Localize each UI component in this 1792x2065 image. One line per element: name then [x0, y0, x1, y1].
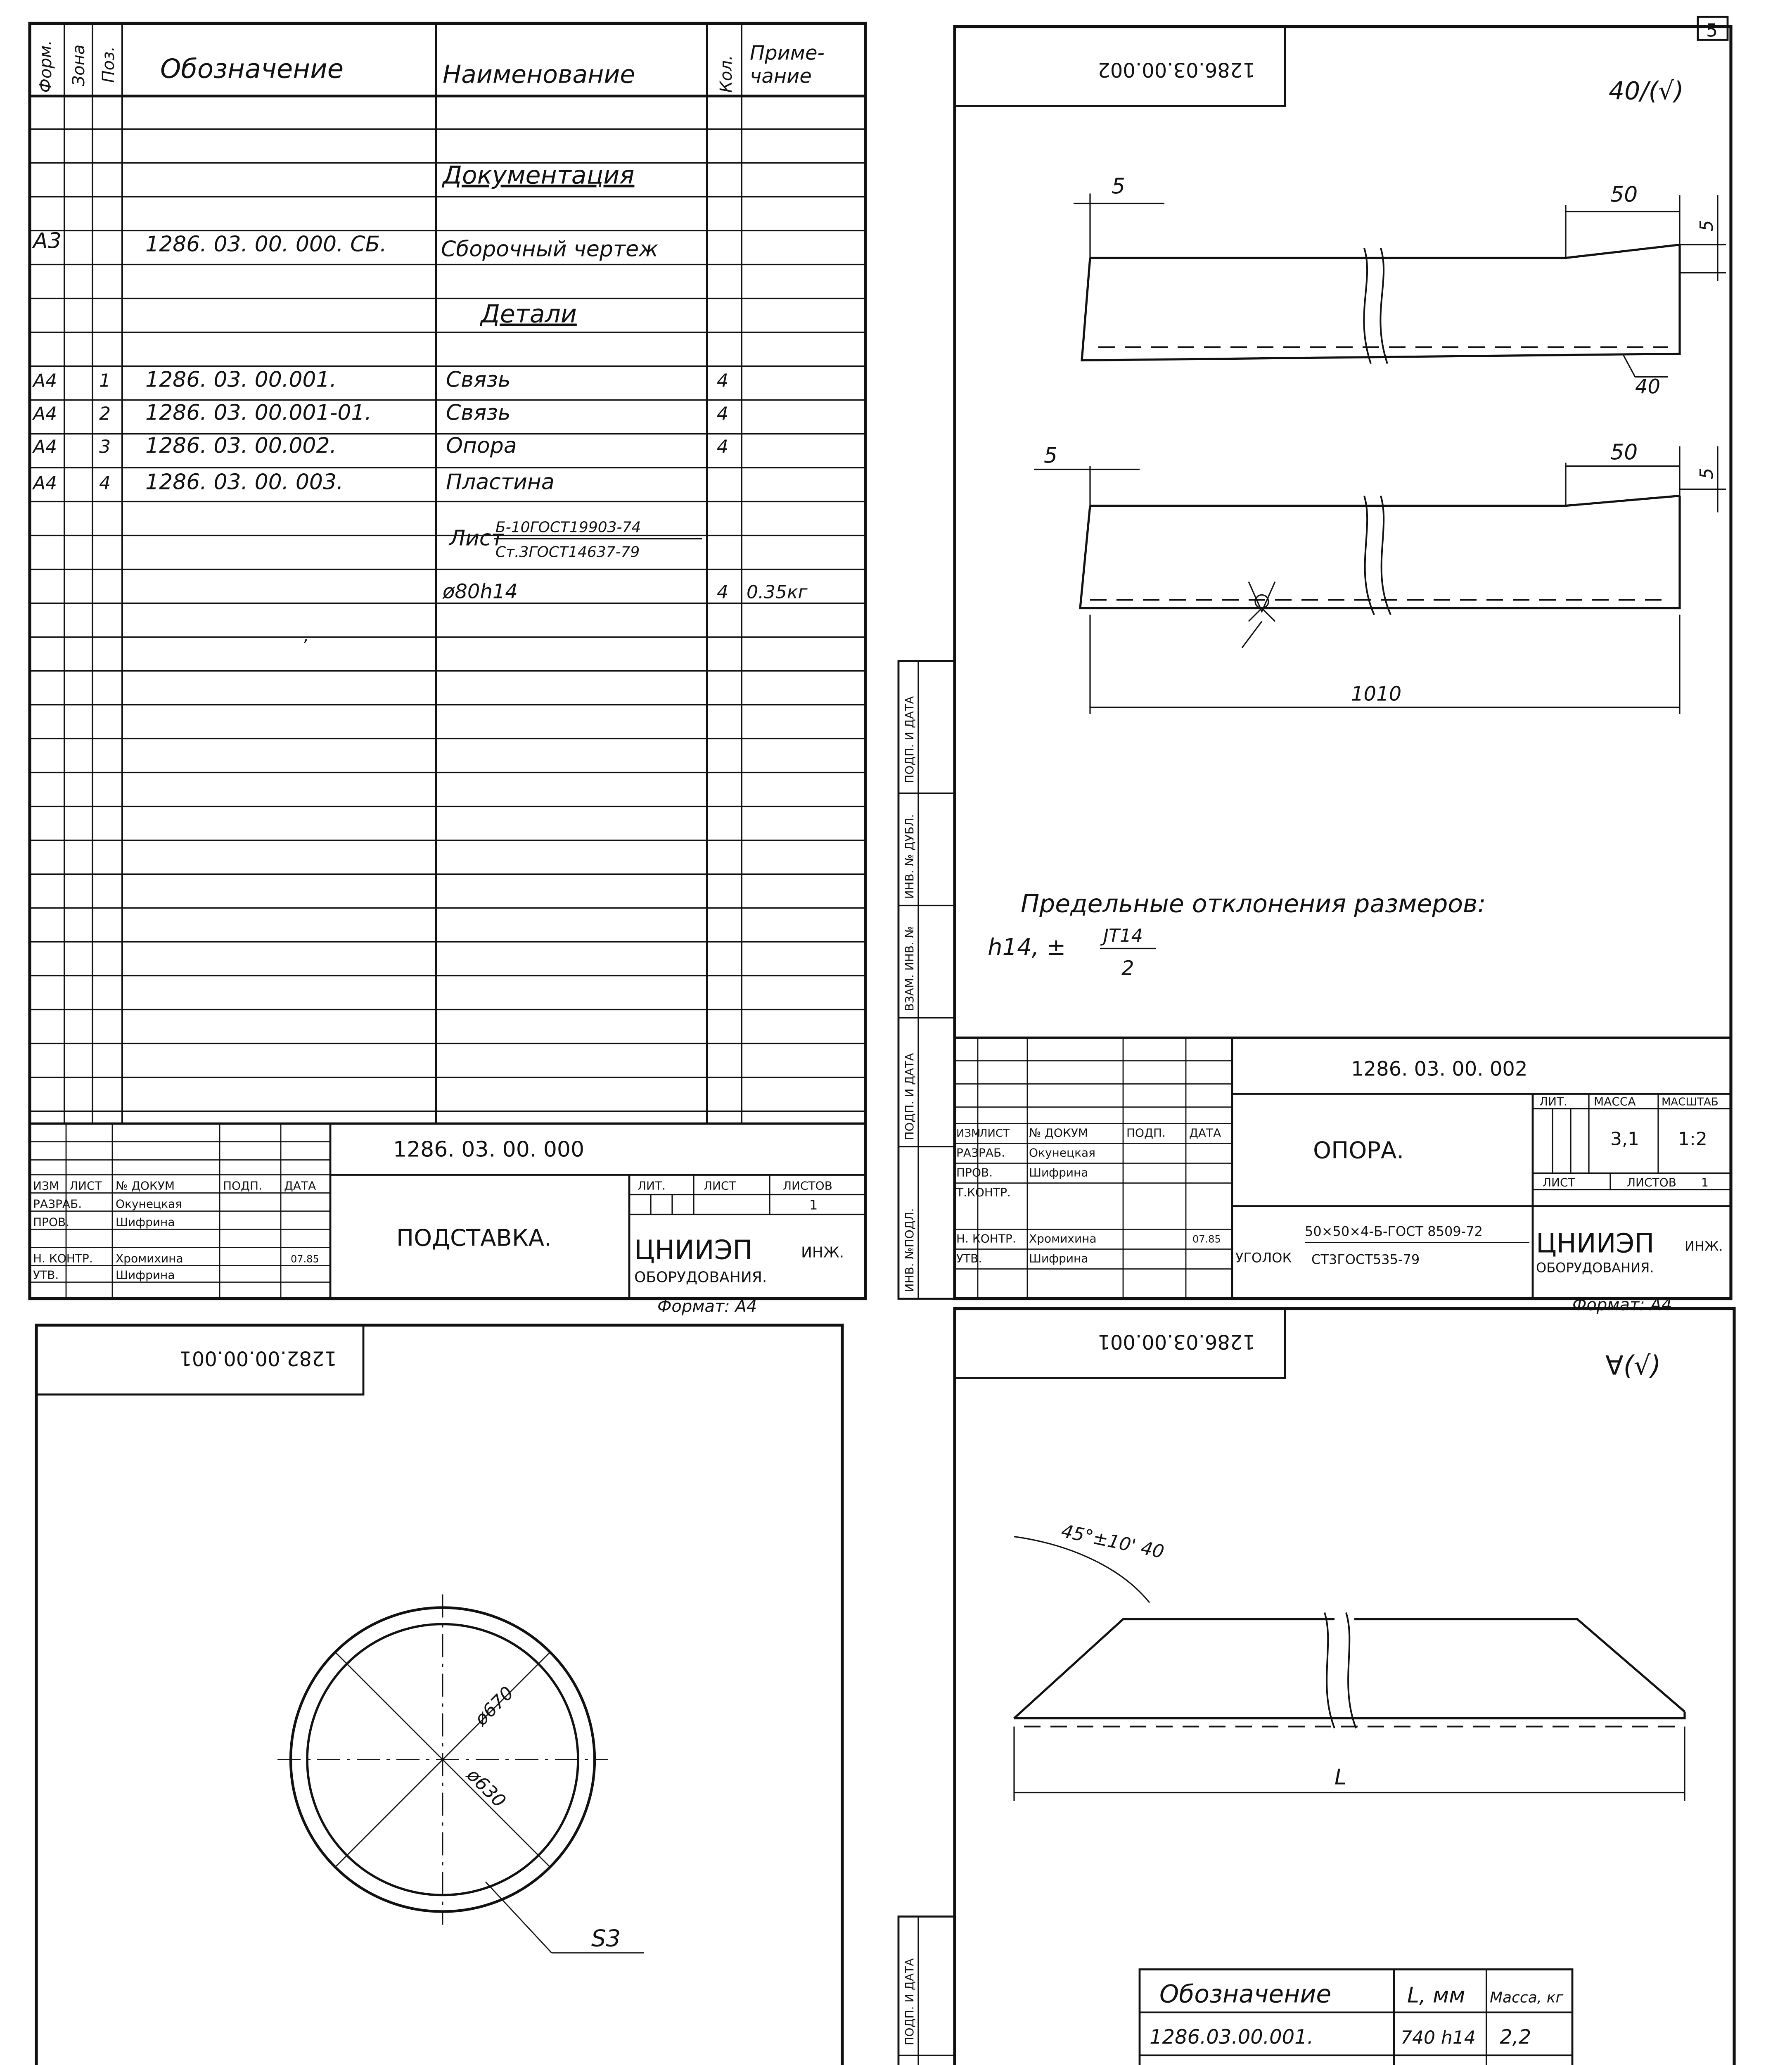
spec-row-3-qty: 4: [717, 436, 728, 458]
tb2-org1: ЦНИИЭП: [1536, 1228, 1655, 1259]
spec-row-4-designation: 1286. 03. 00. 003.: [145, 470, 344, 495]
sheet-1-code: 1286. 03. 00. 000: [393, 1137, 585, 1162]
sheet-3-rot-code: 1282.00.00.001: [179, 1346, 337, 1370]
spec-row-1-format: А4: [33, 370, 57, 392]
tb2-list2: ЛИСТ: [1543, 1175, 1575, 1189]
s2-stamp-inv: ИНВ. №ПОДЛ.: [903, 1208, 916, 1292]
tb2-nkontr: Н. КОНТР.: [956, 1232, 1016, 1246]
s2-stamp-vzam: ВЗАМ. ИНВ. №: [903, 926, 916, 1011]
sheet-2-dim-5b: 5: [1696, 220, 1717, 232]
tb2-ndokum: № ДОКУМ: [1029, 1126, 1088, 1140]
sheet-2-dim-50a: 50: [1610, 182, 1638, 207]
tb1-list2: ЛИСТ: [704, 1179, 736, 1193]
tb1-podp: ПОДП.: [223, 1179, 262, 1193]
tb2-masshtab: МАСШТАБ: [1662, 1096, 1719, 1108]
sheet-2-dim-5a: 5: [1112, 174, 1126, 199]
sheet-4-row1-designation: 1286.03.00.001.: [1150, 2025, 1313, 2049]
tb1-prov-name: Шифрина: [116, 1215, 175, 1229]
tb2-listov: ЛИСТОВ: [1627, 1175, 1676, 1189]
sheet-2-rot-code: 1286.03.00.002: [1097, 58, 1255, 81]
sheet-4-rot-code: 1286.03.00.001: [1097, 1330, 1255, 1353]
tb1-date: 07.85: [291, 1253, 319, 1265]
sheet-4-row1-mass: 2,2: [1500, 2025, 1531, 2049]
sheet-2-material-prefix: УГОЛОК: [1235, 1250, 1292, 1266]
spec-row-3-pos: 3: [99, 436, 111, 458]
sheet-2-listov-value: 1: [1701, 1175, 1709, 1189]
tb1-org1b: ИНЖ.: [801, 1244, 844, 1261]
tb1-org2: ОБОРУДОВАНИЯ.: [634, 1269, 767, 1286]
tb1-lit: ЛИТ.: [638, 1179, 666, 1193]
spec-row-3-designation: 1286. 03. 00.002.: [145, 433, 337, 458]
tb2-razrab-name: Окунецкая: [1029, 1146, 1096, 1160]
sheet-2-dim-5d: 5: [1696, 468, 1717, 479]
spec-section-parts: Детали: [481, 299, 577, 329]
sheet-2-roughness: 40/(√): [1609, 76, 1684, 106]
tb1-org1: ЦНИИЭП: [634, 1235, 753, 1266]
sheet-2-dim-50b: 50: [1610, 440, 1638, 465]
tb2-podp: ПОДП.: [1126, 1126, 1166, 1140]
sheet-4-th-l: L, мм: [1407, 1983, 1465, 2008]
sheet-2-note-frac-top: JT14: [1103, 925, 1143, 947]
spec-row-2-qty: 4: [717, 403, 728, 425]
spec-row-1-name: Связь: [446, 367, 511, 392]
tb1-ndokum: № ДОКУМ: [116, 1179, 175, 1193]
sheet-2-format: Формат: А4: [1572, 1295, 1672, 1315]
spec-header-designation: Обозначение: [160, 54, 344, 85]
tb2-org2: ОБОРУДОВАНИЯ.: [1536, 1260, 1654, 1276]
spec-doc-format: А3: [33, 228, 62, 254]
tb2-izm: ИЗМ: [956, 1127, 981, 1140]
tb1-razrab: РАЗРАБ.: [33, 1197, 82, 1211]
spec-row-3-name: Опора: [446, 433, 517, 458]
s4-stamp-podp2: ПОДП. И ДАТА: [903, 1958, 916, 2046]
sheet-2-note: Предельные отклонения размеров:: [1021, 889, 1486, 919]
spec-row-1-qty: 4: [717, 370, 728, 392]
tb2-org1b: ИНЖ.: [1685, 1238, 1723, 1254]
s2-stamp-dubl: ИНВ. № ДУБЛ.: [903, 814, 916, 899]
sheet-2-material-bottom: СТ3ГОСТ535-79: [1311, 1251, 1420, 1267]
spec-header-qty: Кол.: [717, 55, 736, 93]
spec-section-docs: Документация: [443, 161, 635, 190]
spec-row-2-designation: 1286. 03. 00.001-01.: [145, 400, 372, 425]
tb1-izm: ИЗМ: [33, 1179, 59, 1193]
tb2-date: 07.85: [1192, 1233, 1221, 1245]
spec-row-2-format: А4: [33, 403, 57, 425]
spec-row-4-format: А4: [33, 472, 57, 494]
tb1-utv-name: Шифрина: [116, 1268, 175, 1282]
sheet-4-dim-l: L: [1335, 1765, 1346, 1790]
tb1-utv: УТВ.: [33, 1268, 59, 1282]
spec-row-1-designation: 1286. 03. 00.001.: [145, 367, 337, 392]
spec-header-name: Наименование: [443, 60, 635, 89]
tb2-razrab: РАЗРАБ.: [956, 1146, 1005, 1160]
spec-row-2-pos: 2: [99, 403, 111, 425]
spec-dot: ,: [304, 626, 309, 646]
spec-row-4-name: Пластина: [446, 470, 555, 495]
tb2-data: ДАТА: [1189, 1126, 1221, 1140]
spec-doc-designation: 1286. 03. 00. 000. СБ.: [145, 232, 387, 257]
s2-stamp-podp: ПОДП. И ДАТА: [903, 1053, 916, 1140]
sheet-4-roughness: ∀(√): [1605, 1351, 1661, 1381]
sheet-4-th-mass: Масса, кг: [1490, 1989, 1564, 2006]
sheet-4-angle: 45°±10' 40: [1059, 1520, 1166, 1563]
sheet-3-dia-outer: ø670: [470, 1682, 518, 1730]
tb1-list: ЛИСТ: [69, 1179, 102, 1193]
sheet-4-row1-l: 740 h14: [1401, 2027, 1476, 2048]
spec-header-zone: Зона: [69, 44, 88, 86]
sheet-1-format: Формат: А4: [657, 1297, 757, 1316]
sheet-2-name: ОПОРА.: [1313, 1137, 1404, 1164]
sheet-2-dim-40: 40: [1635, 375, 1661, 399]
tb2-nkontr-name: Хромихина: [1029, 1232, 1097, 1246]
tb1-nkontr: Н. КОНТР.: [33, 1251, 93, 1265]
tb1-data: ДАТА: [284, 1179, 316, 1193]
tb2-tkontr: Т.КОНТР.: [956, 1185, 1011, 1199]
tb2-prov-name: Шифрина: [1029, 1165, 1088, 1180]
sheet-2-material-top: 50×50×4-Б-ГОСТ 8509-72: [1305, 1223, 1483, 1239]
tb2-utv-name: Шифрина: [1029, 1251, 1088, 1265]
tb2-list: ЛИСТ: [979, 1127, 1010, 1140]
spec-row-2-name: Связь: [446, 400, 511, 425]
spec-material-size: ø80h14: [443, 580, 518, 603]
spec-header-note-2: чание: [750, 64, 812, 88]
spec-doc-name: Сборочный чертеж: [441, 237, 658, 262]
sheet-2-note2: h14, ±: [988, 934, 1066, 961]
sheet-4-th-designation: Обозначение: [1159, 1980, 1332, 2009]
sheet-1-listov-value: 1: [809, 1197, 818, 1213]
tb1-razrab-name: Окунецкая: [116, 1197, 183, 1211]
spec-material-bottom: Ст.3ГОСТ14637-79: [495, 544, 640, 561]
spec-header-format: Форм.: [36, 40, 55, 93]
sheet-2-note-frac-bot: 2: [1121, 957, 1134, 980]
tb2-prov: ПРОВ.: [956, 1165, 993, 1180]
tb2-utv: УТВ.: [956, 1251, 982, 1265]
spec-header-pos: Поз.: [99, 46, 118, 83]
sheet-3-dia-inner: ø630: [462, 1764, 510, 1812]
sheet-3-thickness: S3: [591, 1925, 621, 1952]
sheet-2-scale: 1:2: [1678, 1128, 1707, 1150]
sheet-2-dim-5c: 5: [1044, 443, 1058, 468]
page-corner-number: 5: [1706, 20, 1718, 41]
tb1-prov: ПРОВ.: [33, 1215, 70, 1229]
spec-material-mass: 0.35кг: [747, 582, 808, 603]
sheet-2-mass: 3,1: [1610, 1128, 1639, 1150]
spec-header-note-1: Приме-: [750, 41, 825, 65]
sheet-2-code: 1286. 03. 00. 002: [1351, 1057, 1528, 1081]
spec-material-prefix: Лист: [449, 526, 504, 551]
tb2-massa: МАССА: [1594, 1094, 1636, 1108]
spec-material-top: Б-10ГОСТ19903-74: [495, 519, 641, 536]
spec-row-4-pos: 4: [99, 472, 111, 494]
spec-row-1-pos: 1: [99, 370, 111, 392]
sheet-1-name: ПОДСТАВКА.: [396, 1225, 552, 1252]
tb2-lit: ЛИТ.: [1539, 1094, 1568, 1108]
spec-material-qty: 4: [717, 582, 728, 603]
tb1-nkontr-name: Хромихина: [116, 1251, 183, 1265]
s2-stamp-podp2: ПОДП. И ДАТА: [903, 696, 916, 783]
sheet-2-dim-1010: 1010: [1351, 682, 1402, 706]
tb1-listov: ЛИСТОВ: [783, 1179, 832, 1193]
spec-row-3-format: А4: [33, 436, 57, 458]
